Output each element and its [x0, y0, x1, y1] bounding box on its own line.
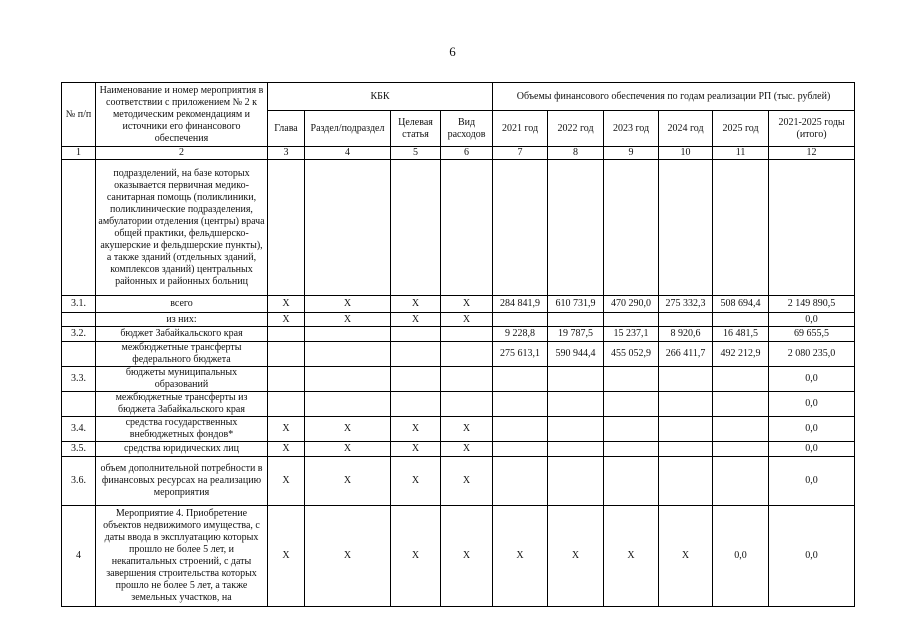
amount-cell — [604, 417, 659, 442]
amount-cell: 0,0 — [713, 506, 769, 607]
amount-cell: 0,0 — [769, 442, 855, 457]
row-name-cell: бюджеты муниципальных образований — [96, 367, 268, 392]
amount-cell — [493, 457, 548, 506]
amount-cell — [713, 367, 769, 392]
kbk-cell: X — [441, 313, 493, 327]
amount-cell — [659, 417, 713, 442]
column-index-row — [62, 147, 855, 160]
header-kbk-razdel: Раздел/подраздел — [305, 111, 391, 147]
header-year-2025: 2025 год — [713, 111, 769, 147]
amount-cell — [659, 313, 713, 327]
table-row — [62, 296, 855, 313]
kbk-cell — [268, 327, 305, 342]
row-number-cell — [62, 342, 96, 367]
amount-cell: X — [659, 506, 713, 607]
amount-cell — [548, 367, 604, 392]
kbk-cell — [305, 327, 391, 342]
amount-cell: 9 228,8 — [493, 327, 548, 342]
row-number-cell: 3.1. — [62, 296, 96, 313]
amount-cell — [713, 160, 769, 296]
kbk-cell: X — [391, 296, 441, 313]
kbk-cell — [391, 342, 441, 367]
header-year-2023: 2023 год — [604, 111, 659, 147]
table-row — [62, 342, 855, 367]
amount-cell — [493, 367, 548, 392]
amount-cell: 0,0 — [769, 506, 855, 607]
header-name: Наименование и номер мероприятия в соответствии с приложением № 2 к методическим рекомендациям и источники его финансового обеспечения — [96, 83, 268, 147]
amount-cell: 15 237,1 — [604, 327, 659, 342]
kbk-cell: X — [391, 506, 441, 607]
header-kbk: КБК — [268, 83, 493, 111]
amount-cell — [713, 457, 769, 506]
kbk-cell — [441, 342, 493, 367]
column-index-cell: 7 — [493, 147, 548, 160]
kbk-cell — [268, 367, 305, 392]
amount-cell — [604, 313, 659, 327]
amount-cell — [659, 392, 713, 417]
amount-cell: 0,0 — [769, 417, 855, 442]
kbk-cell: X — [441, 417, 493, 442]
table-row — [62, 506, 855, 607]
kbk-cell: X — [441, 506, 493, 607]
table-row — [62, 327, 855, 342]
column-index-cell: 12 — [769, 147, 855, 160]
table-row — [62, 367, 855, 392]
row-name-cell: средства государственных внебюджетных фондов* — [96, 417, 268, 442]
kbk-cell: X — [441, 457, 493, 506]
header-num: № п/п — [62, 83, 96, 147]
amount-cell — [493, 392, 548, 417]
row-name-cell: межбюджетные трансферты из бюджета Забайкальского края — [96, 392, 268, 417]
kbk-cell: X — [268, 457, 305, 506]
kbk-cell: X — [268, 417, 305, 442]
amount-cell — [659, 457, 713, 506]
kbk-cell — [391, 327, 441, 342]
row-number-cell — [62, 392, 96, 417]
kbk-cell — [268, 392, 305, 417]
column-index-cell: 11 — [713, 147, 769, 160]
row-number-cell: 4 — [62, 506, 96, 607]
kbk-cell — [305, 342, 391, 367]
kbk-cell — [391, 392, 441, 417]
amount-cell: 508 694,4 — [713, 296, 769, 313]
kbk-cell: X — [391, 442, 441, 457]
amount-cell — [659, 442, 713, 457]
amount-cell — [548, 160, 604, 296]
amount-cell: 0,0 — [769, 392, 855, 417]
amount-cell — [769, 160, 855, 296]
row-name-cell: межбюджетные трансферты федерального бюджета — [96, 342, 268, 367]
row-number-cell: 3.2. — [62, 327, 96, 342]
amount-cell: X — [604, 506, 659, 607]
row-name-cell: подразделений, на базе которых оказывается первичная медико-санитарная помощь (поликлиники, поликлинические подразделения, амбулатории отделения (центры) врача общей практики, фельдшерско-акушерские и фельдшерские пункты), а также зданий (отдельных зданий, комплексов зданий) центральных районных и районных больниц — [96, 160, 268, 296]
kbk-cell: X — [441, 442, 493, 457]
header-year-2024: 2024 год — [659, 111, 713, 147]
header-volumes: Объемы финансового обеспечения по годам реализации РП (тыс. рублей) — [493, 83, 855, 111]
table-row — [62, 417, 855, 442]
amount-cell — [548, 417, 604, 442]
amount-cell — [713, 417, 769, 442]
kbk-cell: X — [268, 442, 305, 457]
amount-cell — [604, 392, 659, 417]
kbk-cell: X — [268, 313, 305, 327]
column-index-cell: 5 — [391, 147, 441, 160]
amount-cell: 275 332,3 — [659, 296, 713, 313]
amount-cell: X — [548, 506, 604, 607]
kbk-cell: X — [305, 442, 391, 457]
column-index-cell: 10 — [659, 147, 713, 160]
amount-cell: 590 944,4 — [548, 342, 604, 367]
column-index-cell: 4 — [305, 147, 391, 160]
row-name-cell: бюджет Забайкальского края — [96, 327, 268, 342]
amount-cell — [659, 367, 713, 392]
column-index-cell: 3 — [268, 147, 305, 160]
amount-cell — [713, 392, 769, 417]
amount-cell: 266 411,7 — [659, 342, 713, 367]
amount-cell: 610 731,9 — [548, 296, 604, 313]
row-number-cell — [62, 160, 96, 296]
amount-cell — [659, 160, 713, 296]
amount-cell: 0,0 — [769, 457, 855, 506]
amount-cell — [548, 457, 604, 506]
kbk-cell: X — [391, 417, 441, 442]
amount-cell: 470 290,0 — [604, 296, 659, 313]
kbk-cell: X — [268, 506, 305, 607]
table-row — [62, 313, 855, 327]
header-year-total: 2021-2025 годы (итого) — [769, 111, 855, 147]
kbk-cell: X — [305, 457, 391, 506]
amount-cell: 284 841,9 — [493, 296, 548, 313]
row-number-cell: 3.3. — [62, 367, 96, 392]
kbk-cell — [441, 327, 493, 342]
amount-cell — [713, 442, 769, 457]
amount-cell: 492 212,9 — [713, 342, 769, 367]
amount-cell — [604, 442, 659, 457]
amount-cell — [604, 457, 659, 506]
amount-cell: 0,0 — [769, 313, 855, 327]
row-name-cell: Мероприятие 4. Приобретение объектов недвижимого имущества, с даты ввода в эксплуатацию которых прошло не более 5 лет, и некапитальных строений, с даты завершения строительства которых прошло не более 5 лет, а также земельных участков, на — [96, 506, 268, 607]
amount-cell: 2 080 235,0 — [769, 342, 855, 367]
amount-cell: 16 481,5 — [713, 327, 769, 342]
row-number-cell: 3.6. — [62, 457, 96, 506]
kbk-cell: X — [305, 296, 391, 313]
kbk-cell — [268, 342, 305, 367]
column-index-cell: 1 — [62, 147, 96, 160]
header-kbk-glava: Глава — [268, 111, 305, 147]
table-row — [62, 457, 855, 506]
financing-table — [61, 82, 855, 607]
amount-cell — [713, 313, 769, 327]
kbk-cell: X — [391, 313, 441, 327]
column-index-cell: 8 — [548, 147, 604, 160]
amount-cell — [493, 160, 548, 296]
amount-cell — [604, 160, 659, 296]
kbk-cell: X — [441, 296, 493, 313]
kbk-cell: X — [391, 457, 441, 506]
header-year-2022: 2022 год — [548, 111, 604, 147]
column-index-cell: 2 — [96, 147, 268, 160]
kbk-cell — [441, 392, 493, 417]
column-index-cell: 6 — [441, 147, 493, 160]
row-name-cell: объем дополнительной потребности в финансовых ресурсах на реализацию мероприятия — [96, 457, 268, 506]
header-kbk-statya: Целевая статья — [391, 111, 441, 147]
kbk-cell: X — [305, 313, 391, 327]
row-name-cell: средства юридических лиц — [96, 442, 268, 457]
kbk-cell: X — [305, 506, 391, 607]
row-name-cell: всего — [96, 296, 268, 313]
row-number-cell: 3.5. — [62, 442, 96, 457]
amount-cell — [493, 417, 548, 442]
kbk-cell: X — [268, 296, 305, 313]
kbk-cell — [305, 392, 391, 417]
header-kbk-vid: Вид расходов — [441, 111, 493, 147]
kbk-cell — [268, 160, 305, 296]
amount-cell: 8 920,6 — [659, 327, 713, 342]
kbk-cell — [441, 367, 493, 392]
amount-cell — [548, 313, 604, 327]
row-number-cell: 3.4. — [62, 417, 96, 442]
kbk-cell — [391, 160, 441, 296]
kbk-cell — [305, 160, 391, 296]
page-number: 6 — [449, 44, 456, 59]
kbk-cell: X — [305, 417, 391, 442]
amount-cell: 455 052,9 — [604, 342, 659, 367]
amount-cell: 275 613,1 — [493, 342, 548, 367]
table-row — [62, 442, 855, 457]
table-row — [62, 392, 855, 417]
amount-cell: X — [493, 506, 548, 607]
amount-cell — [548, 442, 604, 457]
row-name-cell: из них: — [96, 313, 268, 327]
kbk-cell — [391, 367, 441, 392]
amount-cell: 69 655,5 — [769, 327, 855, 342]
amount-cell — [548, 392, 604, 417]
kbk-cell — [305, 367, 391, 392]
amount-cell — [493, 313, 548, 327]
kbk-cell — [441, 160, 493, 296]
header-year-2021: 2021 год — [493, 111, 548, 147]
amount-cell: 0,0 — [769, 367, 855, 392]
column-index-cell: 9 — [604, 147, 659, 160]
amount-cell: 19 787,5 — [548, 327, 604, 342]
amount-cell — [604, 367, 659, 392]
amount-cell — [493, 442, 548, 457]
table-row — [62, 160, 855, 296]
row-number-cell — [62, 313, 96, 327]
amount-cell: 2 149 890,5 — [769, 296, 855, 313]
